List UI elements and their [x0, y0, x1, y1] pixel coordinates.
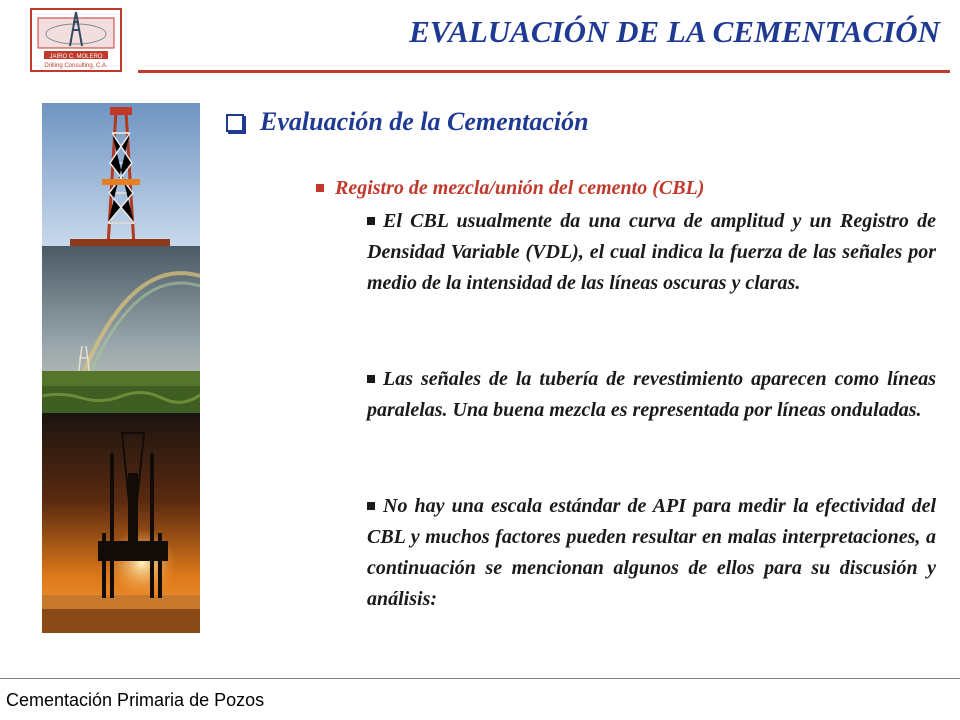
offshore-platform-sunset-icon [42, 413, 200, 633]
square-bullet-icon [367, 217, 375, 225]
paragraph-1 [367, 206, 936, 299]
paragraph-3 [367, 491, 936, 615]
square-bullet-icon [367, 375, 375, 383]
paragraph-2 [367, 364, 936, 426]
drilling-rig-tower-icon [42, 103, 200, 246]
photo-strip [42, 103, 200, 633]
footer-text: Cementación Primaria de Pozos [6, 690, 265, 710]
paragraph-text: No hay una escala estándar de API para medir la efectividad del CBL y muchos factores pueden resultar en malas interpretaciones, a continuación se mencionan algunos de ellos para su discusión y análisis: [367, 495, 936, 610]
square-bullet-icon [316, 184, 324, 192]
rainbow-oil-field-icon [42, 246, 200, 413]
section-heading [226, 104, 926, 140]
title-divider [138, 70, 950, 73]
checkbox-bullet-icon [226, 114, 244, 132]
sub-heading [316, 174, 936, 202]
company-logo [30, 8, 122, 72]
paragraph-text: El CBL usualmente da una curva de amplitud y un Registro de Densidad Variable (VDL), el cual indica la fuerza de las señales por medio de la intensidad de las líneas oscuras y claras. [367, 210, 936, 294]
paragraph-text: Las señales de la tubería de revestimiento aparecen como líneas paralelas. Una buena mezcla es representada por líneas onduladas. [367, 368, 936, 421]
sub-heading-text: Registro de mezcla/unión del cemento (CBL) [335, 176, 705, 199]
page-title: EVALUACIÓN DE LA CEMENTACIÓN [409, 14, 940, 49]
logo-text-line2: Drilling Consulting, C.A. [44, 63, 108, 69]
square-bullet-icon [367, 502, 375, 510]
section-heading-text: Evaluación de la Cementación [260, 107, 589, 136]
footer-divider [0, 678, 960, 679]
logo-text-line1: JAIRO C. MOLERO [49, 54, 103, 60]
